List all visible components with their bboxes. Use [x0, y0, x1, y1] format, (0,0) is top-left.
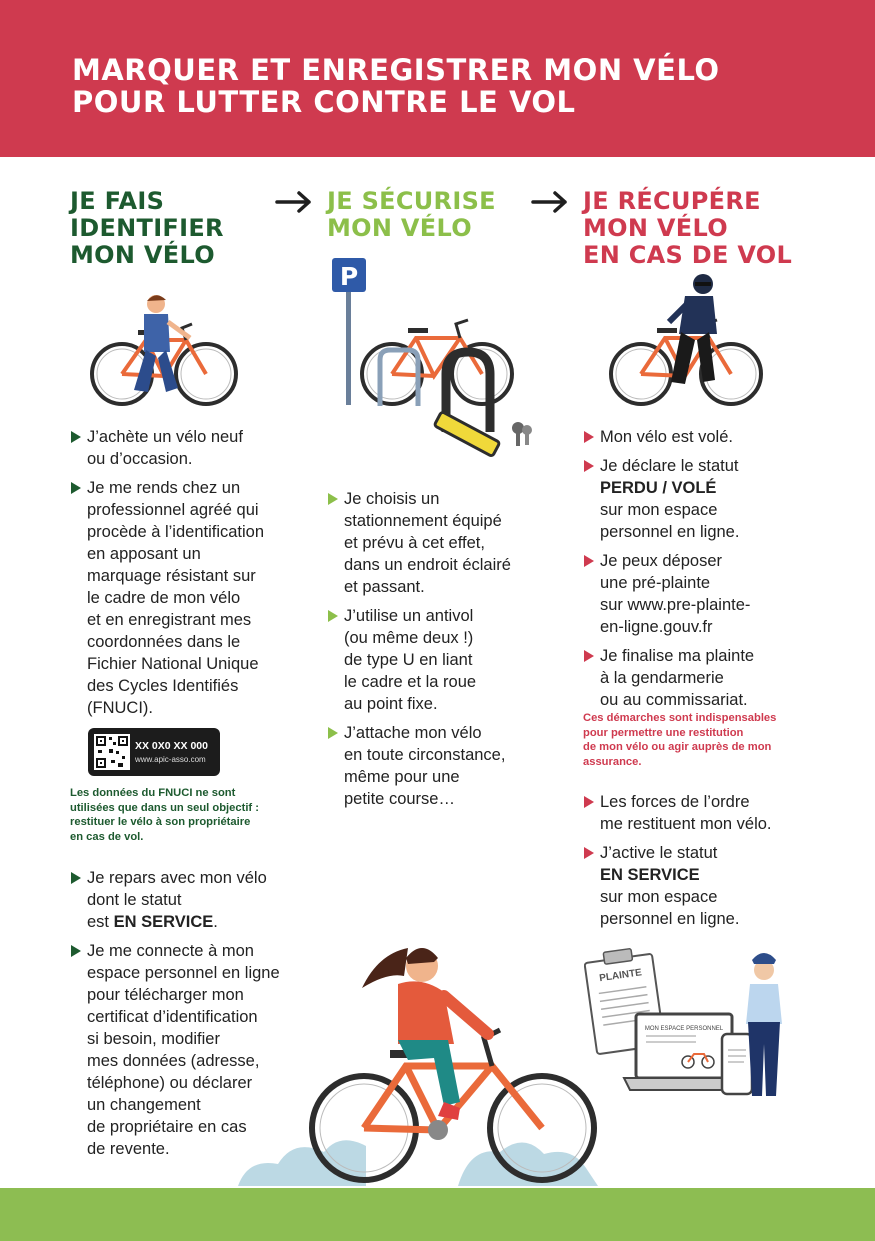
complaint-devices-illustration — [584, 940, 790, 1102]
list-item-line: dans un endroit éclairé — [344, 556, 511, 574]
list-item-line: Je repars avec mon vélo — [87, 869, 267, 887]
list-item-line: en toute circonstance, — [344, 746, 506, 764]
list-item-line: J’attache mon vélo — [344, 724, 482, 742]
note-line: utilisées que dans un seul objectif : — [70, 801, 259, 814]
col3-title — [583, 188, 792, 269]
list-item-line: en-ligne.gouv.fr — [600, 618, 713, 636]
note-line: pour permettre une restitution — [583, 726, 744, 739]
bullet-triangle-icon — [71, 482, 81, 494]
list-item-line: à la gendarmerie — [600, 669, 724, 687]
status-en-service: EN SERVICE — [600, 866, 700, 884]
mechanic-bike-illustration — [86, 292, 240, 408]
ground-strip — [0, 1188, 875, 1241]
list-item-line: sur mon espace — [600, 888, 718, 906]
list-item-line: et en enregistrant mes — [87, 611, 252, 629]
list-item-line: Je choisis un — [344, 490, 440, 508]
list-item — [583, 791, 772, 835]
col1-title-line: MON VÉLO — [70, 241, 215, 269]
list-item-line: Je finalise ma plainte — [600, 647, 755, 665]
list-item-line: (FNUCI). — [87, 699, 153, 717]
list-item-line: un changement — [87, 1096, 201, 1114]
fnuci-note — [70, 786, 259, 844]
list-item — [583, 426, 754, 448]
col3-title-line: JE RÉCUPÉRE — [583, 187, 761, 215]
list-item-line: des Cycles Identifiés — [87, 677, 239, 695]
list-item-line: en apposant un — [87, 545, 201, 563]
cyclist-illustration — [238, 932, 598, 1194]
list-item-line: mes données (adresse, — [87, 1052, 260, 1070]
thief-bike-illustration — [605, 270, 765, 408]
laptop-screen-label: MON ESPACE PERSONNEL — [644, 1026, 724, 1032]
bullet-triangle-icon — [584, 796, 594, 808]
list-item-line: certificat d’identification — [87, 1008, 258, 1026]
list-item-line: pour télécharger mon — [87, 986, 244, 1004]
col2-steps-list — [327, 488, 511, 817]
col2-title-line: MON VÉLO — [327, 214, 472, 242]
note-line: restituer le vélo à son propriétaire — [70, 816, 251, 828]
list-item-line: (ou même deux !) — [344, 629, 474, 647]
tag-code: XX 0X0 XX 000 — [135, 740, 208, 752]
bullet-triangle-icon — [584, 650, 594, 662]
list-item-line: J’achète un vélo neuf — [87, 428, 243, 446]
tag-url: www.apic-asso.com — [135, 755, 206, 764]
list-item-line: personnel en ligne. — [600, 910, 740, 928]
col2-title — [327, 188, 496, 242]
list-item — [327, 605, 511, 715]
list-item-line: procède à l’identification — [87, 523, 265, 541]
text-fragment: . — [213, 913, 218, 931]
list-item — [70, 426, 264, 470]
list-item-line: espace personnel en ligne — [87, 964, 280, 982]
list-item-line: coordonnées dans le — [87, 633, 241, 651]
list-item-line: Fichier National Unique — [87, 655, 259, 673]
col1-title-line: IDENTIFIER — [70, 214, 224, 242]
col1-title-line: JE FAIS — [70, 187, 165, 215]
list-item-line: ou d’occasion. — [87, 450, 193, 468]
list-item-line: me restituent mon vélo. — [600, 815, 772, 833]
list-item-line: Je peux déposer — [600, 552, 723, 570]
list-item — [583, 645, 754, 711]
list-item-line: sur www.pre-plainte- — [600, 596, 751, 614]
page-title-line2: POUR LUTTER CONTRE LE VOL — [72, 85, 576, 119]
list-item-line: Je me rends chez un — [87, 479, 241, 497]
list-item-line: ou au commissariat. — [600, 691, 748, 709]
parked-bike-illustration — [328, 256, 538, 470]
list-item-line: J’utilise un antivol — [344, 607, 474, 625]
list-item — [583, 455, 754, 543]
list-item-line: Mon vélo est volé. — [600, 428, 733, 446]
text-fragment: est — [87, 913, 114, 931]
restitution-note — [583, 711, 776, 769]
list-item-line: de propriétaire en cas — [87, 1118, 247, 1136]
list-item-line: et passant. — [344, 578, 425, 596]
col1-steps-list — [70, 426, 264, 726]
list-item-line: de revente. — [87, 1140, 170, 1158]
status-en-service: EN SERVICE — [113, 913, 214, 931]
col3-steps-list — [583, 426, 754, 718]
list-item — [70, 867, 280, 933]
bullet-triangle-icon — [71, 872, 81, 884]
parking-sign-letter: P — [339, 262, 359, 291]
list-item-line: si besoin, modifier — [87, 1030, 220, 1048]
note-line: assurance. — [583, 755, 642, 768]
page-title — [72, 54, 832, 118]
list-item — [583, 550, 754, 638]
list-item-line: le cadre de mon vélo — [87, 589, 241, 607]
bullet-triangle-icon — [71, 431, 81, 443]
col3-title-line: EN CAS DE VOL — [583, 241, 793, 269]
arrow-right-icon — [531, 190, 569, 214]
arrow-right-icon — [275, 190, 313, 214]
col3-steps-list-2 — [583, 791, 772, 937]
note-line: Les données du FNUCI ne sont — [70, 787, 236, 799]
list-item — [583, 842, 772, 930]
list-item-line: une pré-plainte — [600, 574, 711, 592]
col2-title-line: JE SÉCURISE — [327, 187, 496, 215]
bullet-triangle-icon — [328, 727, 338, 739]
list-item-line: le cadre et la roue — [344, 673, 477, 691]
bullet-triangle-icon — [584, 431, 594, 443]
note-line: en cas de vol. — [70, 830, 144, 843]
col1-title — [70, 188, 224, 269]
page-title-line1: MARQUER ET ENREGISTRER MON VÉLO — [72, 53, 720, 87]
list-item-line: dont le statut — [87, 891, 182, 909]
list-item-line: professionnel agréé qui — [87, 501, 259, 519]
list-item-line: téléphone) ou déclarer — [87, 1074, 253, 1092]
note-line: de mon vélo ou agir auprès de mon — [583, 741, 772, 753]
identification-tag — [88, 728, 220, 776]
list-item-line: et prévu à cet effet, — [344, 534, 485, 552]
list-item-line: petite course… — [344, 790, 455, 808]
list-item — [327, 722, 511, 810]
bullet-triangle-icon — [328, 610, 338, 622]
list-item-line: Je déclare le statut — [600, 457, 739, 475]
note-line: Ces démarches sont indispensables — [583, 712, 777, 724]
qr-code-icon — [94, 734, 130, 770]
list-item-line: J’active le statut — [600, 844, 718, 862]
list-item — [70, 477, 264, 719]
bullet-triangle-icon — [584, 460, 594, 472]
bullet-triangle-icon — [584, 847, 594, 859]
header-banner — [0, 0, 875, 157]
list-item-line: Les forces de l’ordre — [600, 793, 750, 811]
list-item-line: Je me connecte à mon — [87, 942, 254, 960]
bullet-triangle-icon — [71, 945, 81, 957]
list-item-line: même pour une — [344, 768, 460, 786]
bullet-triangle-icon — [584, 555, 594, 567]
list-item-line: de type U en liant — [344, 651, 473, 669]
bullet-triangle-icon — [328, 493, 338, 505]
clipboard-label: PLAINTE — [598, 967, 643, 985]
list-item-line: au point fixe. — [344, 695, 438, 713]
list-item-line: stationnement équipé — [344, 512, 502, 530]
list-item-line: sur mon espace — [600, 501, 718, 519]
list-item-line — [87, 911, 280, 933]
list-item-line: personnel en ligne. — [600, 523, 740, 541]
col3-title-line: MON VÉLO — [583, 214, 728, 242]
list-item-line: marquage résistant sur — [87, 567, 256, 585]
list-item — [327, 488, 511, 598]
status-perdu-vole: PERDU / VOLÉ — [600, 479, 717, 497]
